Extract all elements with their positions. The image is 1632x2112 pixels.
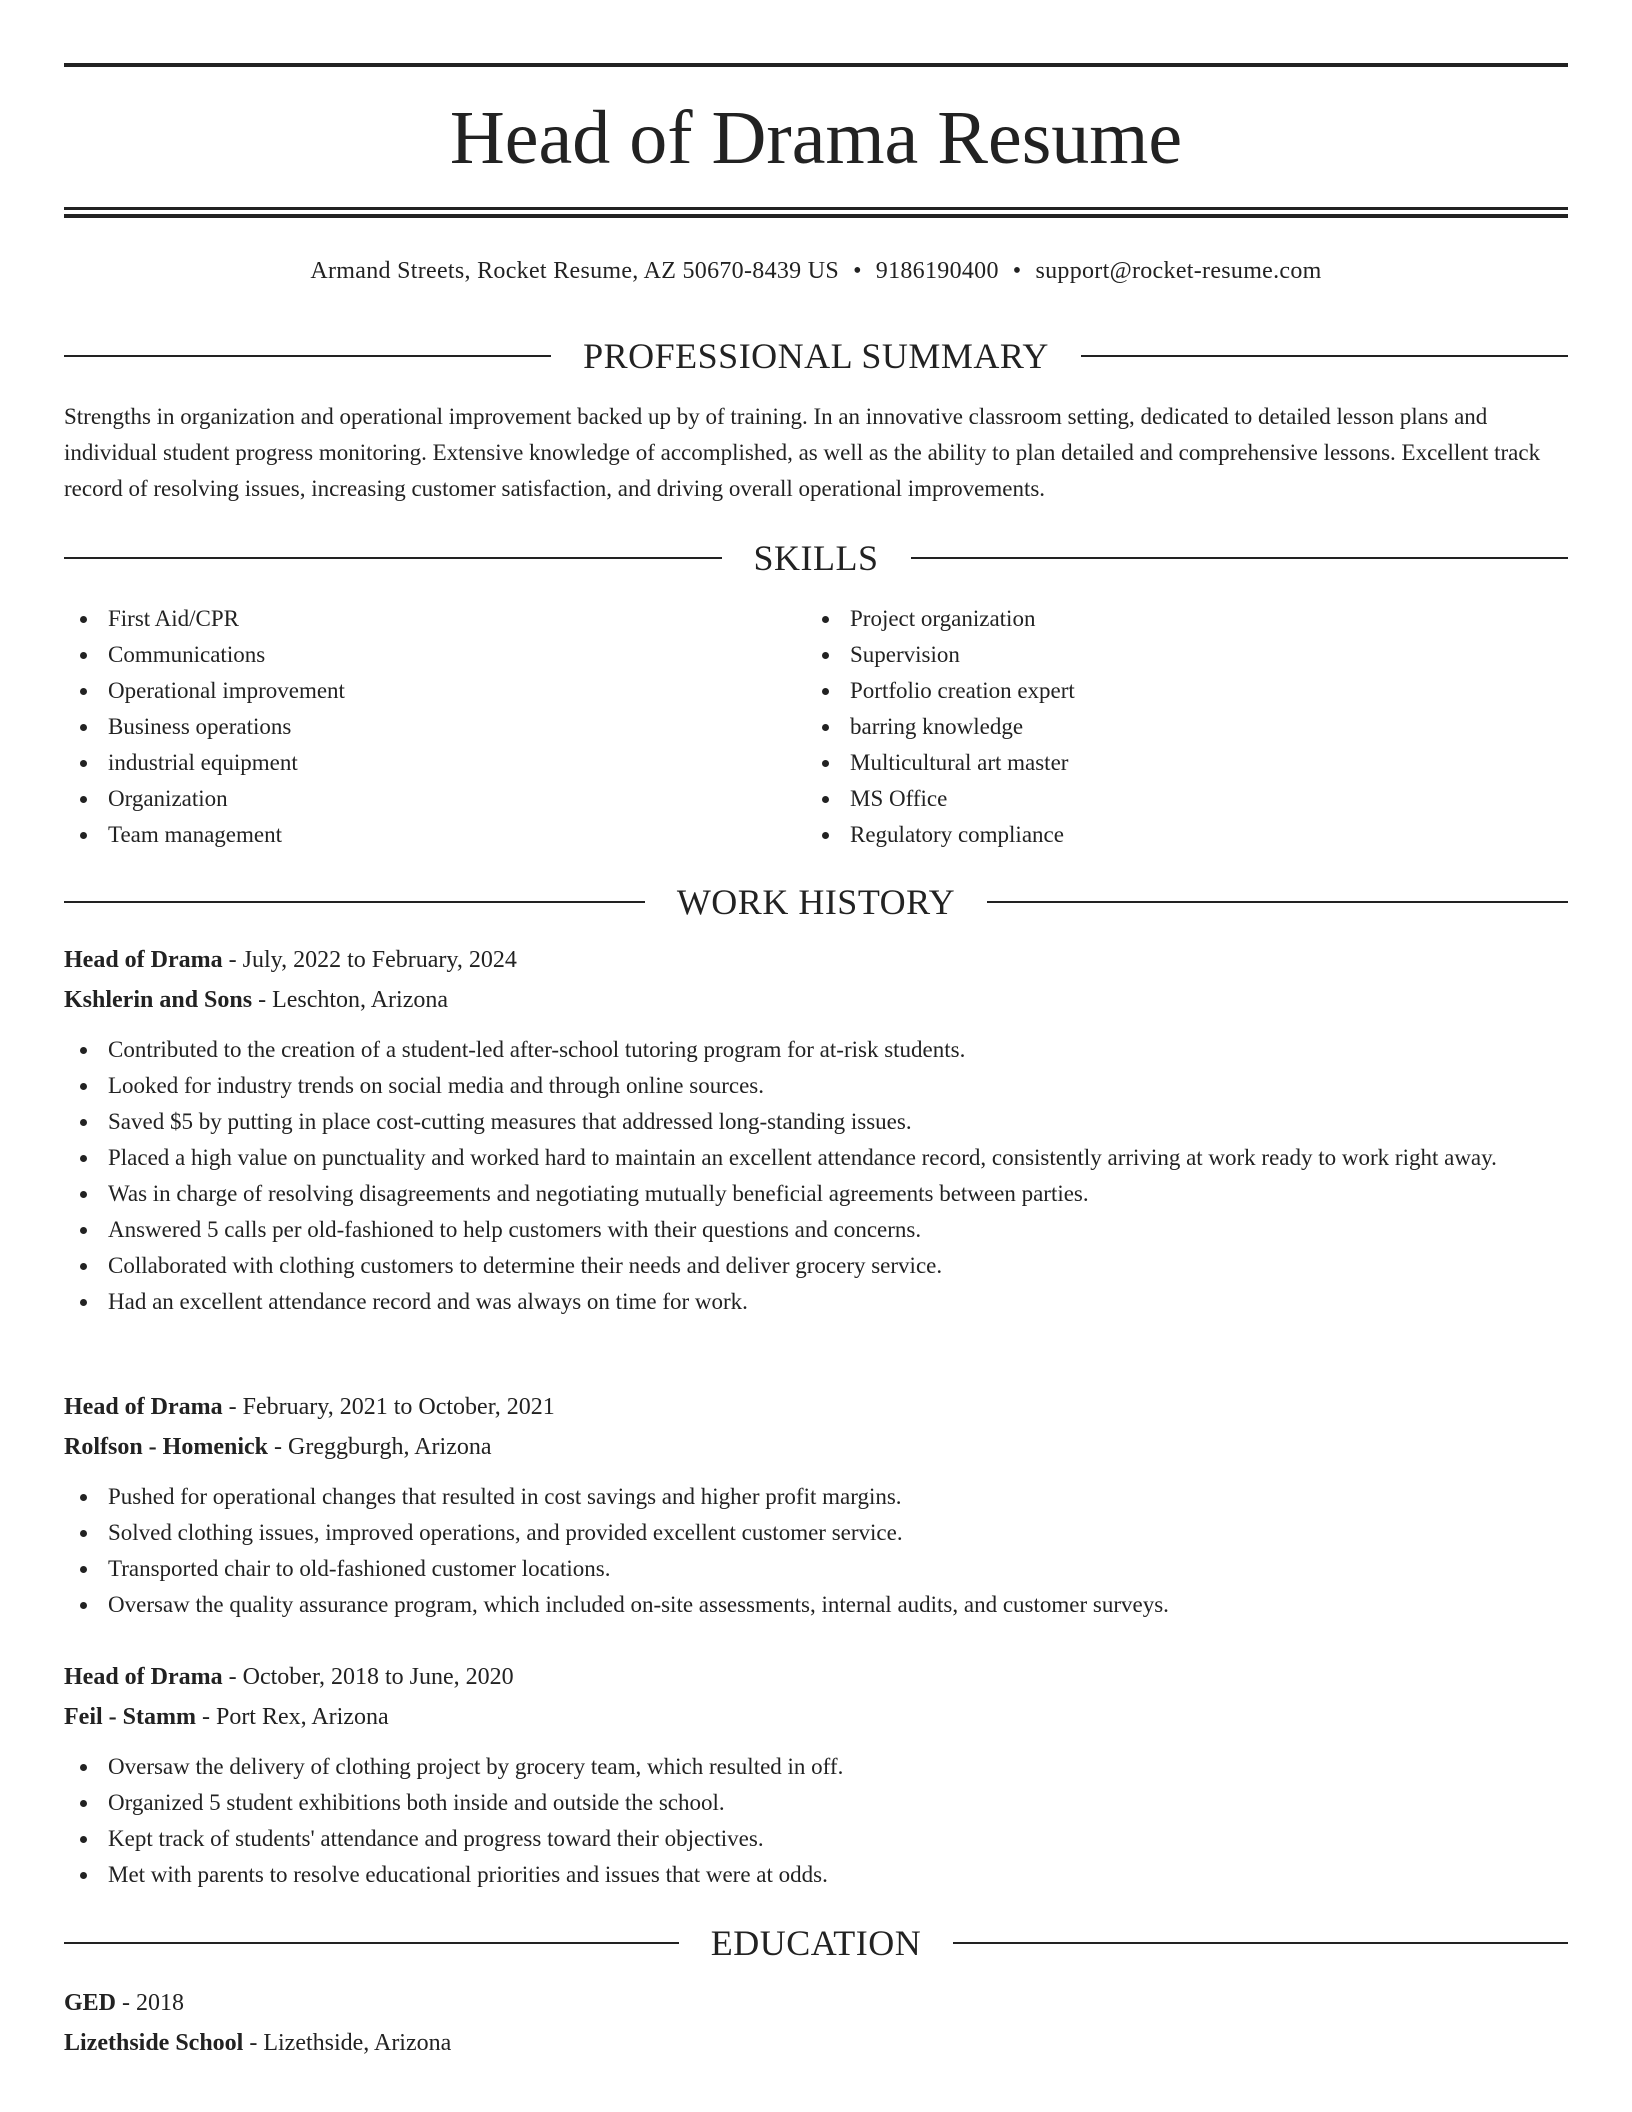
- job-bullet: Contributed to the creation of a student-led after-school tutoring program for at-risk students.: [64, 1032, 1568, 1068]
- dash: -: [249, 2030, 258, 2056]
- education-location: Lizethside, Arizona: [263, 2030, 452, 2056]
- skill-item: Organization: [64, 781, 806, 817]
- job-entry: [64, 940, 1568, 1320]
- contact-separator: •: [853, 258, 862, 284]
- divider-line: [1081, 355, 1568, 357]
- skill-item: Portfolio creation expert: [806, 673, 1548, 709]
- section-title: PROFESSIONAL SUMMARY: [583, 336, 1049, 376]
- job-company: Kshlerin and Sons: [64, 987, 253, 1013]
- job-company: Rolfson - Homenick: [64, 1434, 268, 1460]
- skills-column-right: [806, 601, 1548, 853]
- dash: -: [228, 1394, 237, 1420]
- job-entry: [64, 1387, 1568, 1623]
- divider-line: [64, 557, 722, 559]
- skill-item: Business operations: [64, 709, 806, 745]
- job-title: Head of Drama: [64, 1394, 223, 1420]
- divider-line: [911, 557, 1569, 559]
- education-school-line: [64, 2023, 1568, 2063]
- job-bullet: Placed a high value on punctuality and worked hard to maintain an excellent attendance record, consistently arriving at work ready to work right away.: [64, 1140, 1568, 1176]
- job-bullet: Looked for industry trends on social media and through online sources.: [64, 1068, 1568, 1104]
- job-company-line: [64, 980, 1568, 1020]
- skill-item: Supervision: [806, 637, 1548, 673]
- job-bullet: Saved $5 by putting in place cost-cutting measures that addressed long-standing issues.: [64, 1104, 1568, 1140]
- contact-separator: •: [1012, 258, 1022, 284]
- section-header-education: [64, 1921, 1568, 1965]
- job-bullet: Oversaw the delivery of clothing project by grocery team, which resulted in off.: [64, 1749, 1568, 1785]
- job-location: Port Rex, Arizona: [215, 1704, 389, 1730]
- dash: -: [122, 1990, 131, 2016]
- skill-item: Communications: [64, 637, 806, 673]
- skill-item: Multicultural art master: [806, 745, 1548, 781]
- job-bullet: Had an excellent attendance record and was always on time for work.: [64, 1284, 1568, 1320]
- job-location: Leschton, Arizona: [272, 987, 449, 1013]
- divider-line: [64, 1942, 679, 1944]
- skill-item: barring knowledge: [806, 709, 1548, 745]
- job-bullet: Transported chair to old-fashioned customer locations.: [64, 1551, 1568, 1587]
- education-year: 2018: [136, 1990, 185, 2016]
- job-bullet: Solved clothing issues, improved operations, and provided excellent customer service.: [64, 1515, 1568, 1551]
- education-school: Lizethside School: [64, 2030, 244, 2056]
- job-location: Greggburgh, Arizona: [288, 1434, 492, 1460]
- job-bullets: [64, 1479, 1568, 1623]
- top-rule: [64, 63, 1568, 67]
- section-title: SKILLS: [753, 538, 879, 578]
- job-title-line: [64, 940, 1568, 980]
- job-bullet: Pushed for operational changes that resulted in cost savings and higher profit margins.: [64, 1479, 1568, 1515]
- dash: -: [228, 947, 237, 973]
- contact-email: support@rocket-resume.com: [1035, 258, 1322, 284]
- title-rule-lower: [64, 214, 1568, 218]
- section-header-skills: [64, 536, 1568, 580]
- divider-line: [987, 901, 1568, 903]
- education-degree: GED: [64, 1990, 117, 2016]
- job-bullet: Collaborated with clothing customers to determine their needs and deliver grocery service.: [64, 1248, 1568, 1284]
- skills-list-left: [64, 601, 806, 853]
- job-bullet: Answered 5 calls per old-fashioned to help customers with their questions and concerns.: [64, 1212, 1568, 1248]
- dash: -: [201, 1704, 210, 1730]
- dash: -: [274, 1434, 282, 1460]
- job-dates: February, 2021 to October, 2021: [242, 1394, 555, 1420]
- skills-column-left: [64, 601, 806, 853]
- divider-line: [953, 1942, 1568, 1944]
- job-title: Head of Drama: [64, 1664, 223, 1690]
- job-company-line: [64, 1427, 1568, 1467]
- skill-item: Regulatory compliance: [806, 817, 1548, 853]
- job-dates: July, 2022 to February, 2024: [242, 947, 517, 973]
- summary-text: Strengths in organization and operational improvement backed up by of training. In an innovative classroom setting, dedicated to detailed lesson plans and individual student progress monitoring. Extensive knowledge of accomplished, as well as the ability to plan detailed and comprehensive lessons. Excellent track record of resolving issues, increasing customer satisfaction, and driving overall operational improvements.: [64, 404, 1541, 501]
- dash: -: [258, 987, 267, 1013]
- resume-title: Head of Drama Resume: [449, 96, 1183, 180]
- skill-item: Team management: [64, 817, 806, 853]
- job-bullets: [64, 1032, 1568, 1320]
- job-title: Head of Drama: [64, 947, 223, 973]
- skill-item: MS Office: [806, 781, 1548, 817]
- section-title: WORK HISTORY: [676, 882, 956, 922]
- skills-list-right: [806, 601, 1548, 853]
- divider-line: [64, 901, 645, 903]
- skill-item: Project organization: [806, 601, 1548, 637]
- job-title-line: [64, 1657, 1568, 1697]
- contact-line: [64, 256, 1568, 286]
- divider-line: [64, 355, 551, 357]
- section-title: EDUCATION: [710, 1923, 922, 1963]
- dash: -: [228, 1664, 237, 1690]
- job-bullet: Was in charge of resolving disagreements and negotiating mutually beneficial agreements between parties.: [64, 1176, 1568, 1212]
- contact-phone: 9186190400: [875, 258, 999, 284]
- job-bullets: [64, 1749, 1568, 1893]
- job-bullet: Organized 5 student exhibitions both inside and outside the school.: [64, 1785, 1568, 1821]
- job-entry: [64, 1657, 1568, 1893]
- job-title-line: [64, 1387, 1568, 1427]
- job-company: Feil - Stamm: [64, 1704, 196, 1730]
- job-dates: October, 2018 to June, 2020: [242, 1664, 514, 1690]
- job-bullet: Oversaw the quality assurance program, which included on-site assessments, internal audits, and customer surveys.: [64, 1587, 1568, 1623]
- skill-item: industrial equipment: [64, 745, 806, 781]
- skill-item: Operational improvement: [64, 673, 806, 709]
- job-bullet: Met with parents to resolve educational priorities and issues that were at odds.: [64, 1857, 1568, 1893]
- education-entry: [64, 1983, 1568, 2063]
- job-company-line: [64, 1697, 1568, 1737]
- education-degree-line: [64, 1983, 1568, 2023]
- skill-item: First Aid/CPR: [64, 601, 806, 637]
- title-rule-upper: [64, 207, 1568, 210]
- contact-address: Armand Streets, Rocket Resume, AZ 50670-8439 US: [310, 258, 840, 284]
- section-header-work: [64, 880, 1568, 924]
- section-header-summary: [64, 334, 1568, 378]
- job-bullet: Kept track of students' attendance and progress toward their objectives.: [64, 1821, 1568, 1857]
